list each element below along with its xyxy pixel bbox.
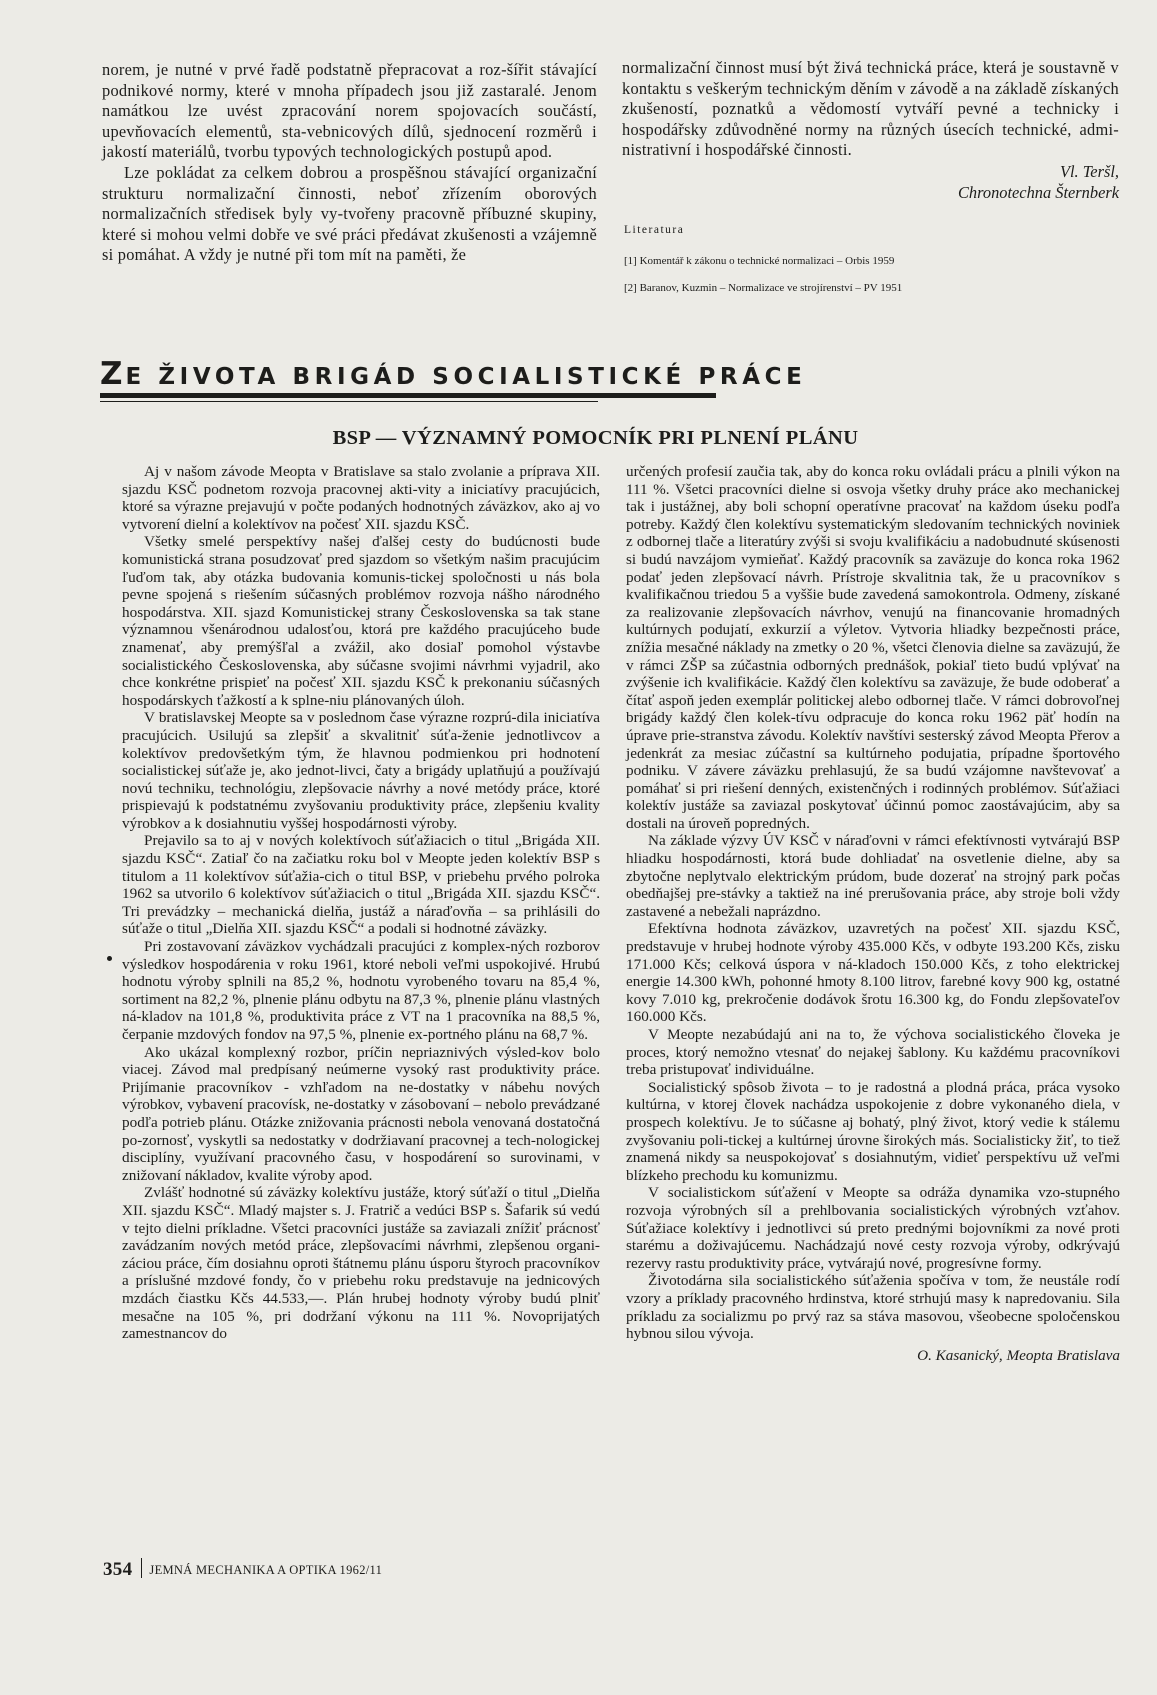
- reference-item: [1] Komentář k zákonu o technické normalizaci – Orbis 1959: [624, 254, 895, 267]
- paragraph: Socialistický spôsob života – to je radostná a plodná práca, práca vysoko kultúrna, v ktorej človek nachádza uspokojenie z dobre vykonaného diela, v prospech kolektívu. Je to súčasne aj bohatý, plný život, ktorý vedie k stálemu zvyšovaniu poli-tickej a kultúrnej úrovne širokých más. Socialisticky žiť, to tiež znamená nikdy sa neuspokojovať s dosiahnutým, vidieť perspektívu už veľmi blízkeho prechodu ku komunizmu.: [626, 1078, 1120, 1184]
- paragraph: určených profesií zaučia tak, aby do konca roku ovládali prácu a plnili výkon na 111 %. Všetci pracovníci dielne si osvoja všetky druhy práce ako mechanickej tak i justážnej, aby boli schopní operatívne pracovať na každom úseku podľa potreby. Každý člen kolektívu systematickým sledovaním technických noviniek z odbornej tlače a literatúry zvýši si svoju kvalifikáciu a nadobudnuté skúsenosti si budú navzájom vymieňať. Každý pracovník sa zaväzuje do konca roka 1962 podať jeden zlepšovací návrh. Prístroje skvalitnia tak, že u pracovníkov s kvalifikačnou triedou 5 a vyššie bude zavedená samokontrola. Odmeny, získané za realizovanie zlepšovacích návrhov, venujú na financovanie hromadných kultúrnych podujatí, exkurzií a výletov. Vytvoria hliadky bezpečnosti práce, znížia mesačné náklady na zmetky o 20 %, všetci členovia dielne sa zaväzujú, že v rámci ZŠP sa zúčastnia odborných prednášok, pokiaľ tieto budú vplývať na zvýšenie ich kvalifikácie. Každý člen kolektívu sa zaväzuje, že bude odoberať a čítať aspoň jeden exemplár politickej alebo odbornej tlače. V rámci dobrovoľnej brigády každý člen kolek-tívu odpracuje do konca roku 1962 päť hodín na úprave prie-stranstva závodu. Kolektív navštívi sesterský závod Meopta Přerov a jedenkrát za mesiac zúčastní sa kultúrneho podujatia, prípadne športového podniku. V závere záväzku prehlasujú, že sa budú vzájomne navštevovať a pomáhať si pri riešení denných, existenčných i rodinných problémov. Súťažiaci kolektív justáže sa zaviazal poskytovať účinnú pomoc zaostávajúcim, aby sa dostali na úroveň popredných.: [626, 463, 1120, 832]
- article-title: [0, 427, 1157, 450]
- paragraph: Aj v našom závode Meopta v Bratislave sa stalo zvolanie a príprava XII. sjazdu KSČ podnetom rozvoja pracovnej akti-vity a iniciatívy pracujúcich, ktoré sa výrazne prejavujú v počte podaných hodnotných záväzkov, ako aj vo vytvorení dielní a kolektívov na počesť XII. sjazdu KSČ.: [122, 463, 600, 533]
- article-right-column: [626, 463, 1120, 1365]
- paragraph: Pri zostavovaní záväzkov vychádzali pracujúci z komplex-ných rozborov výsledkov hospodárenia v roku 1961, ktoré neboli veľmi uspokojivé. Hrubú hodnotu výroby splnili na 85,2 %, hodnotu vyrobeného tovaru na 85,4 %, sortiment na 82,2 %, plnenie plánu odbytu na 87,3 %, plnenie plánu vlastných ná-kladov na 101,8 %, produktivita práce z VT na 1 pracovníka na 88,5 %, čerpanie mzdových fondov na 97,5 %, plnenie ex-portného plánu na 68,7 %.: [122, 938, 600, 1043]
- paragraph: Životodárna sila socialistického súťaženia spočíva v tom, že neustále rodí vzory a príklady pracovného hrdinstva, ktoré strhujú masy k napredovaniu. Sila príkladu za socializmu po prvý raz sa stáva masovou, všeobecne spoločenskou hybnou silou vývoja.: [626, 1272, 1120, 1343]
- paragraph: Všetky smelé perspektívy našej ďalšej cesty do budúcnosti bude komunistická strana posudzovať pred sjazdom so všetkým našim pracujúcim ľuďom tak, aby otázka budovania komunis-tickej spoločnosti u nás bola pevne spojená s riešením súčasných problémov rozvoja nášho národného hospodárstva. XII. sjazd Komunistickej strany Československa sa tak stane významnou všenárodnou udalosťou, ktorá pre každého pracujúceho bude znamenať, aby premýšľal a zvážil, ako dosiaľ pomohol výstavbe socialistického Československa, aby súčasne svojimi návrhmi vyjadril, ako chce konkrétne prispieť na počesť XII. sjazdu KSČ k prekonaniu súčasných hospodárskych ťažkostí a k splne-niu plánovaných úloh.: [122, 533, 600, 709]
- paragraph: norem, je nutné v prvé řadě podstatně přepracovat a roz-šířit stávající podnikové normy, které v mnoha případech jsou již zastaralé. Jenom namátkou lze uvést zpracování norem spojovacích součástí, upevňovacích elementů, sta-vebnicových dílů, sjednocení rozměrů i jakostí materiálů, tvorbu typových technologických postupů apod.: [102, 60, 597, 162]
- paragraph: Lze pokládat za celkem dobrou a prospěšnou stávající organizační strukturu normalizační činnosti, neboť zřízením oborových normalizačních středisek byly vy-tvořeny pracovně příbuzné skupiny, které si mohou velmi dobře ve své práci předávat zkušenosti a vzájemně si pomáhat. A vždy je nutné při tom mít na paměti, že: [102, 162, 597, 265]
- paragraph: V socialistickom súťažení v Meopte sa odráža dynamika vzo-stupného rozvoja výrobných síl a prehlbovania socialistických výrobných vzťahov. Súťažiace kolektívy i jednotlivci sú preto prednými bojovníkmi za nové proti starému a doživajúcemu. Nachádzajú nové cesty rozvoja výroby, odkrývajú rezervy rastu produktivity práce, vytvárajú nové, progresívne formy.: [626, 1184, 1120, 1272]
- paragraph: Prejavilo sa to aj v nových kolektívoch súťažiacich o titul „Brigáda XII. sjazdu KSČ“. Zatiaľ čo na začiatku roku bol v Meopte jeden kolektív BSP s titulom a 11 kolektívov súťažia-cich o titul BSP, v priebehu prvého polroka 1962 sa utvorilo 6 kolektívov súťažiacich o titul „Brigáda XII. sjazdu KSČ“. Tri prevádzky – mechanická dielňa, justáž a náraďovňa – sa prihlásili do súťaže o titul „Dielňa XII. sjazdu KSČ“ a podali si hodnotné záväzky.: [122, 832, 600, 938]
- article-title-text: BSP — VÝZNAMNÝ POMOCNÍK PRI PLNENÍ PLÁNU: [332, 427, 859, 449]
- reference-item: [2] Baranov, Kuzmin – Normalizace ve strojírenství – PV 1951: [624, 281, 903, 294]
- section-heading: [100, 356, 807, 392]
- footer-divider: [141, 1558, 142, 1578]
- article-left-column: [122, 463, 600, 1343]
- paragraph: V bratislavskej Meopte sa v poslednom čase výrazne rozprú-dila iniciatíva pracujúcich. Usilujú sa zlepšiť a skvalitniť súťa-ženie jednotlivcov a kolektívov predovšetkým tým, že hlavnou podmienkou pri hodnotení socialistickej súťaže je, ako jednot-livci, čaty a brigády uplatňujú a používajú novú techniku, technológiu, zlepšovacie návrhy a nové metódy práce, ktoré prispievajú k podstatnému zvyšovaniu produktivity práce, zlepšeniu kvality výrobkov a k dosiahnutiu vyššej hospodárnosti výroby.: [122, 709, 600, 832]
- top-left-column: [102, 60, 597, 266]
- page-footer: [103, 1558, 382, 1581]
- paragraph: normalizační činnost musí být živá technická práce, která je soustavně v kontaktu s veškerým technickým děním v závodě a na základě získaných zkušeností, poznatků a vědomostí vytváří pevné a technicky i hospodářsky zdůvodněné normy na různých úsecích technické, admi-nistrativní i hospodářské činnosti.: [622, 58, 1119, 160]
- section-heading-initial: Z: [100, 356, 126, 392]
- paragraph: Ako ukázal komplexný rozbor, príčin nepriaznivých výsled-kov bolo viacej. Závod mal predpísaný neúmerne vysoký rast produktivity práce. Prijímanie pracovníkov - vzhľadom na ne-dostatky v nábehu nových výrobkov, vybavení pracovísk, ne-dostatky v zásobovaní – nebolo prevádzané podľa potrieb plánu. Otázke znižovania prácnosti nebola venovaná dostatočná po-zornosť, vyskytli sa nedostatky v dodržiavaní pracovnej a tech-nologickej disciplíny, využívaní pracovného času, v hospodárení so surovinami, v znižovaní nákladov, kvalite výroby apod.: [122, 1043, 600, 1184]
- heading-rule-thick: [100, 393, 716, 398]
- literature-heading: Literatura: [624, 223, 685, 236]
- article-author: O. Kasanický, Meopta Bratislava: [917, 1346, 1120, 1364]
- paragraph: Zvlášť hodnotné sú záväzky kolektívu justáže, ktorý súťaží o titul „Dielňa XII. sjazdu KSČ“. Mladý majster s. J. Fratrič a vedúci BSP s. Šafarik sú vedú v tejto dielni príkladne. Všetci pracovníci justáže sa zaviazali znížiť prácnosť zavádzaním nových metód práce, zlepšovacími návrhmi, zlepšenou organi-záciou práce, čím dosiahnu oproti štátnemu plánu úsporu štyroch pracovníkov a príslušné mzdové fondy, čo v priebehu roku predstavuje na jednicových mzdách čiastku Kčs 44.533,—. Plán hrubej hodnoty výroby budú plniť mesačne na 105 %, pri dodržaní výkonu na 111 %. Novoprijatých zamestnancov do: [122, 1184, 600, 1343]
- author-name: Vl. Teršl,: [1059, 161, 1119, 181]
- journal-name: JEMNÁ MECHANIKA A OPTIKA 1962/11: [149, 1563, 383, 1577]
- paragraph: Efektívna hodnota záväzkov, uzavretých na počesť XII. sjazdu KSČ, predstavuje v hrubej hodnote výroby 435.000 Kčs, v odbyte 193.200 Kčs, zisku 171.000 Kčs; celková úspora v ná-kladoch 150.000 Kčs, z toho elektrickej energie 14.300 kWh, pohonné hmoty 8.100 litrov, farebné kovy 900 kg, ostatné kovy 7.010 kg, prekročenie dodávok šrotu 16.300 kg, do Fondu zlepšovateľov 160.000 Kčs.: [626, 920, 1120, 1026]
- heading-rule-thin: [100, 401, 598, 402]
- author-affiliation: Chronotechna Šternberk: [958, 182, 1119, 202]
- section-heading-text: E ŽIVOTA BRIGÁD SOCIALISTICKÉ PRÁCE: [125, 364, 807, 390]
- paragraph: Na základe výzvy ÚV KSČ v náraďovni v rámci efektívnosti vytvárajú BSP hliadku hospodárnosti, ktorá bude dohliadať na osvetlenie dielne, aby sa zbytočne neplytvalo elektrickým prúdom, bude dozerať na strojný park počas obedňajšej pre-stávky a taktiež na iné prerušovania práce, aby stroje boli vždy zastavené a nebežali naprázdno.: [626, 832, 1120, 920]
- paragraph: V Meopte nezabúdajú ani na to, že výchova socialistického človeka je proces, ktorý nemožno vtesnať do nejakej šablony. Ku každému pracovníkovi treba pristupovať individuálne.: [626, 1026, 1120, 1079]
- top-right-column: [622, 58, 1119, 295]
- margin-dot-mark: [107, 956, 112, 961]
- page-number: 354: [103, 1559, 133, 1580]
